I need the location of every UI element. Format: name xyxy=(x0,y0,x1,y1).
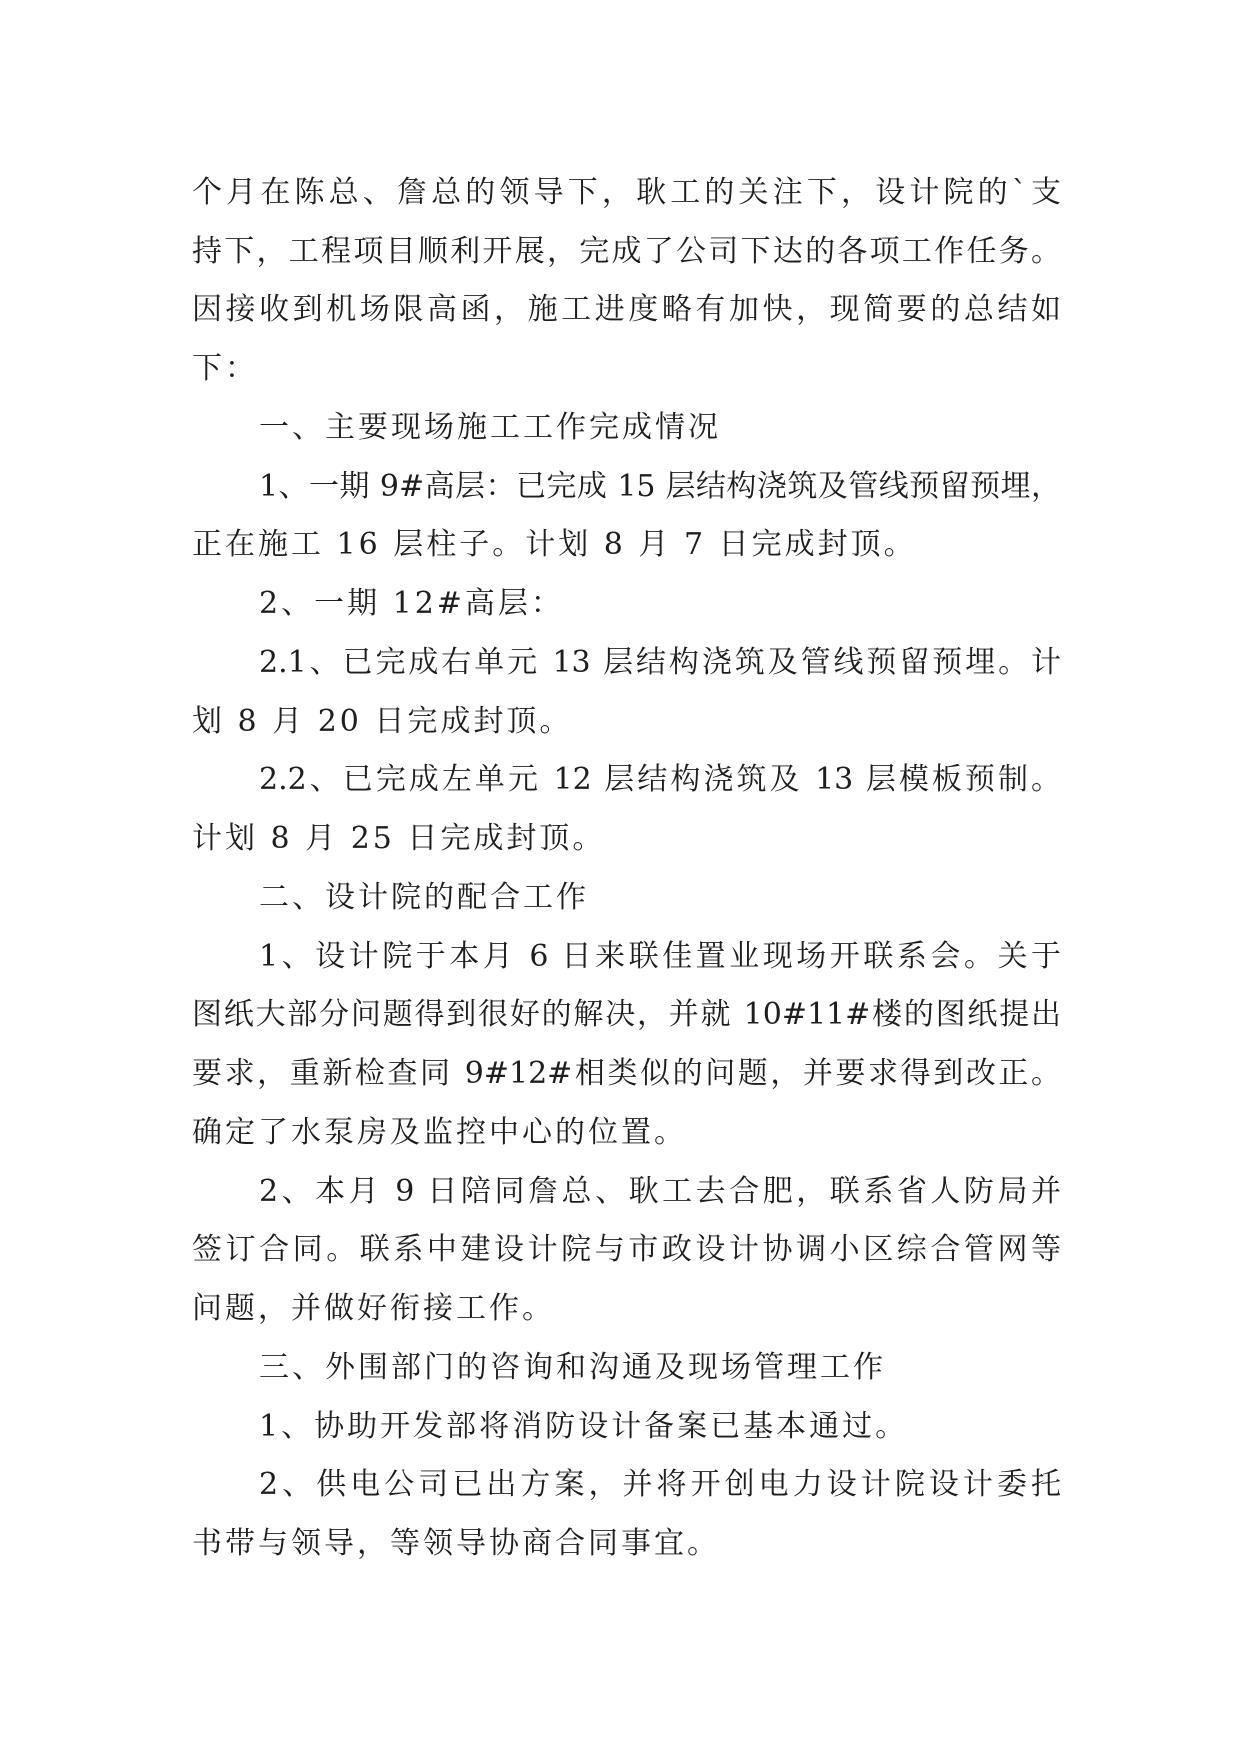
section-heading: 一、主要现场施工工作完成情况 xyxy=(259,410,721,445)
paragraph-line: 2、一期 12#高层： xyxy=(259,586,564,621)
paragraph-line: 图纸大部分问题得到很好的解决，并就 10#11#楼的图纸提出 xyxy=(192,997,1061,1032)
paragraph-line: 1、设计院于本月 6 日来联佳置业现场开联系会。关于 xyxy=(259,939,1061,974)
paragraph-line: 划 8 月 20 日完成封顶。 xyxy=(192,704,573,739)
paragraph-line: 1、一期 9#高层：已完成 15 层结构浇筑及管线预留预埋， xyxy=(259,469,1061,504)
paragraph-line: 1、协助开发部将消防设计备案已基本通过。 xyxy=(259,1409,909,1444)
paragraph-line: 2、供电公司已出方案，并将开创电力设计院设计委托 xyxy=(259,1467,1061,1502)
paragraph-line: 2.2、已完成左单元 12 层结构浇筑及 13 层模板预制。 xyxy=(259,762,1061,797)
paragraph-line: 要求，重新检查同 9#12#相类似的问题，并要求得到改正。 xyxy=(192,1056,1061,1091)
paragraph-line: 书带与领导，等领导协商合同事宜。 xyxy=(192,1526,720,1561)
section-heading: 三、外围部门的咨询和沟通及现场管理工作 xyxy=(259,1350,886,1385)
section-heading: 二、设计院的配合工作 xyxy=(259,880,589,915)
paragraph-line: 签订合同。联系中建设计院与市政设计协调小区综合管网等 xyxy=(192,1232,1061,1267)
paragraph-line: 因接收到机场限高函，施工进度略有加快，现简要的总结如 xyxy=(192,292,1061,327)
paragraph-line: 持下，工程项目顺利开展，完成了公司下达的各项工作任务。 xyxy=(192,234,1061,269)
paragraph-line: 正在施工 16 层柱子。计划 8 月 7 日完成封顶。 xyxy=(192,527,917,562)
paragraph-line: 问题，并做好衔接工作。 xyxy=(192,1291,555,1326)
paragraph-line: 确定了水泵房及监控中心的位置。 xyxy=(192,1115,687,1150)
paragraph-line: 个月在陈总、詹总的领导下，耿工的关注下，设计院的`支 xyxy=(192,175,1061,210)
paragraph-line: 计划 8 月 25 日完成封顶。 xyxy=(192,821,606,856)
paragraph-line: 2.1、已完成右单元 13 层结构浇筑及管线预留预埋。计 xyxy=(259,645,1061,680)
paragraph-line: 2、本月 9 日陪同詹总、耿工去合肥，联系省人防局并 xyxy=(259,1174,1061,1209)
paragraph-line: 下： xyxy=(192,351,258,386)
